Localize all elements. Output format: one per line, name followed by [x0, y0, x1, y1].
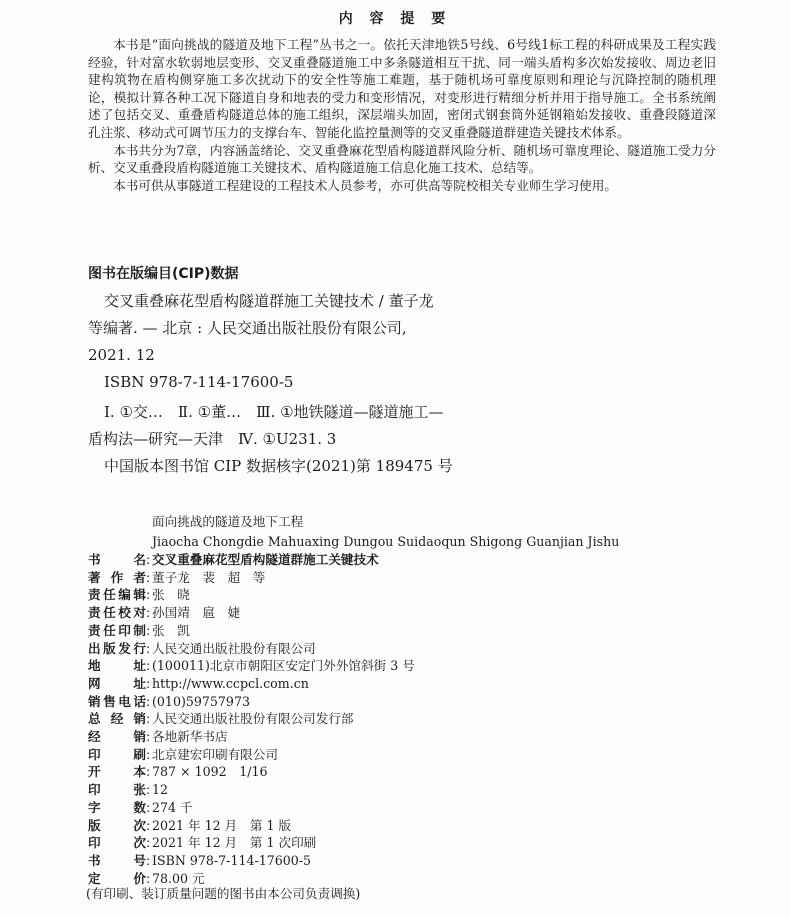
colophon-row	[88, 604, 415, 622]
colophon-row	[88, 710, 415, 728]
colophon-row	[88, 763, 415, 781]
colophon-label: 著作者	[88, 569, 146, 585]
colophon-colon: :	[146, 693, 151, 709]
colophon-colon: :	[146, 552, 151, 567]
colophon-colon: :	[146, 587, 151, 603]
colophon-value: 274 千	[152, 799, 193, 815]
colophon-row	[88, 728, 415, 746]
colophon-colon: :	[146, 835, 151, 851]
colophon-row	[88, 657, 415, 675]
colophon-label: 书名	[88, 552, 146, 567]
colophon-colon: :	[146, 605, 151, 621]
colophon-value: 北京建宏印刷有限公司	[152, 746, 278, 762]
colophon-value[interactable]: http://www.ccpcl.com.cn	[152, 675, 309, 691]
colophon-colon: :	[146, 799, 151, 815]
colophon-label: 字数	[88, 799, 146, 815]
colophon-value: 2021 年 12 月 第 1 版	[152, 817, 292, 833]
cip-line: 交叉重叠麻花型盾构隧道群施工关键技术 / 董子龙	[104, 292, 434, 310]
colophon-value: 人民交通出版社股份有限公司	[152, 640, 316, 656]
colophon-colon: :	[146, 782, 151, 798]
colophon-label: 总经销	[88, 711, 146, 727]
colophon-label: 网址	[88, 675, 146, 691]
colophon-row	[88, 693, 415, 711]
colophon-row	[88, 746, 415, 764]
colophon-colon: :	[146, 658, 151, 674]
cip-title: 图书在版编目(CIP)数据	[88, 266, 239, 282]
colophon-colon: :	[146, 675, 151, 691]
colophon-row	[88, 586, 415, 604]
colophon-colon: :	[146, 640, 151, 656]
colophon-label: 书号	[88, 852, 146, 868]
colophon-label: 印次	[88, 835, 146, 851]
colophon-row	[88, 640, 415, 658]
colophon-value: (100011)北京市朝阳区安定门外外馆斜街 3 号	[152, 658, 415, 674]
colophon-row	[88, 781, 415, 799]
cip-line: Ⅰ. ①交… Ⅱ. ①董… Ⅲ. ①地铁隧道—隧道施工—	[104, 403, 444, 421]
summary-body	[88, 36, 716, 194]
colophon-table	[88, 551, 415, 887]
colophon-label: 责任编辑	[88, 587, 146, 603]
colophon-value: 张 凯	[152, 622, 190, 638]
colophon-value: 人民交通出版社股份有限公司发行部	[152, 711, 354, 727]
cip-block	[88, 288, 453, 480]
colophon-colon: :	[146, 729, 151, 745]
colophon-label: 印张	[88, 782, 146, 798]
colophon-value: 交叉重叠麻花型盾构隧道群施工关键技术	[152, 552, 379, 567]
summary-paragraph: 本书共分为7章，内容涵盖绪论、交叉重叠麻花型盾构隧道群风险分析、随机场可靠度理论、隧道施工受力分析、交叉重叠段盾构隧道施工关键技术、盾构隧道施工信息化施工技术、总结等。	[88, 142, 716, 176]
cip-line: 等编著. — 北京 : 人民交通出版社股份有限公司,	[88, 319, 407, 337]
title-pinyin: Jiaocha Chongdie Mahuaxing Dungou Suidaoqun Shigong Guanjian Jishu	[152, 534, 620, 549]
colophon-row	[88, 799, 415, 817]
colophon-value: 董子龙 裴 超 等	[152, 569, 266, 585]
colophon-colon: :	[146, 870, 151, 886]
colophon-colon: :	[146, 569, 151, 585]
colophon-value: 787 × 1092 1/16	[152, 764, 268, 780]
colophon-value: 78.00 元	[152, 870, 205, 886]
colophon-value: 2021 年 12 月 第 1 次印刷	[152, 835, 317, 851]
colophon-row	[88, 852, 415, 870]
colophon-value: 孙国靖 扈 婕	[152, 605, 241, 621]
colophon-value: 各地新华书店	[152, 729, 228, 745]
summary-paragraph: 本书是“面向挑战的隧道及地下工程”丛书之一。依托天津地铁5号线、6号线1标工程的科研成果及工程实践经验，针对富水软弱地层变形、交叉重叠隧道施工中多条隧道相互干扰、同一端头盾构多次始发接收、周边老旧建构筑物在盾构侧穿施工多次扰动下的安全性等施工难题，基于随机场可靠度原则和理论与沉降控制的随机理论，模拟计算各种工况下隧道自身和地表的受力和变形情况，对变形进行精细分析并用于指导施工。全书系统阐述了包括交叉、重叠盾构隧道总体的施工组织，深层端头加固，密闭式钢套筒外延钢箱始发接收、重叠段隧道深孔注浆、移动式可调节压力的支撑台车、智能化监控量测等的交叉重叠隧道群建造关键技术体系。	[88, 37, 716, 140]
summary-paragraph: 本书可供从事隧道工程建设的工程技术人员参考，亦可供高等院校相关专业师生学习使用。	[113, 177, 617, 193]
colophon-label: 责任印制	[88, 622, 146, 638]
cip-line: 盾构法—研究—天津 Ⅳ. ①U231. 3	[88, 430, 337, 448]
colophon-label: 印刷	[88, 746, 146, 762]
colophon-value: 12	[152, 782, 169, 798]
colophon-value: (010)59757973	[152, 693, 250, 709]
colophon-colon: :	[146, 711, 151, 727]
colophon-label: 销售电话	[88, 693, 146, 709]
colophon-label: 责任校对	[88, 605, 146, 621]
summary-title: 内 容 提 要	[338, 11, 452, 27]
colophon-label: 地址	[88, 658, 146, 674]
cip-record-number: 中国版本图书馆 CIP 数据核字(2021)第 189475 号	[104, 457, 453, 475]
colophon-colon: :	[146, 622, 151, 638]
colophon-label: 开本	[88, 764, 146, 780]
colophon-row	[88, 551, 415, 569]
colophon-row	[88, 834, 415, 852]
colophon-colon: :	[146, 746, 151, 762]
colophon-label: 经销	[88, 729, 146, 745]
colophon-colon: :	[146, 852, 151, 868]
colophon-value: 张 晓	[152, 587, 190, 603]
colophon-row	[88, 569, 415, 587]
cip-line: 2021. 12	[88, 346, 155, 364]
colophon-label: 出版发行	[88, 640, 146, 656]
cip-isbn: ISBN 978-7-114-17600-5	[104, 373, 294, 391]
colophon-label: 定价	[88, 870, 146, 886]
series-name: 面向挑战的隧道及地下工程	[152, 514, 304, 529]
colophon-row	[88, 622, 415, 640]
colophon-label: 版次	[88, 817, 146, 833]
colophon-row	[88, 817, 415, 835]
quality-notice: (有印刷、装订质量问题的图书由本公司负责调换)	[86, 886, 361, 901]
colophon-row	[88, 675, 415, 693]
colophon-colon: :	[146, 764, 151, 780]
colophon-value: ISBN 978-7-114-17600-5	[152, 852, 312, 868]
colophon-colon: :	[146, 817, 151, 833]
